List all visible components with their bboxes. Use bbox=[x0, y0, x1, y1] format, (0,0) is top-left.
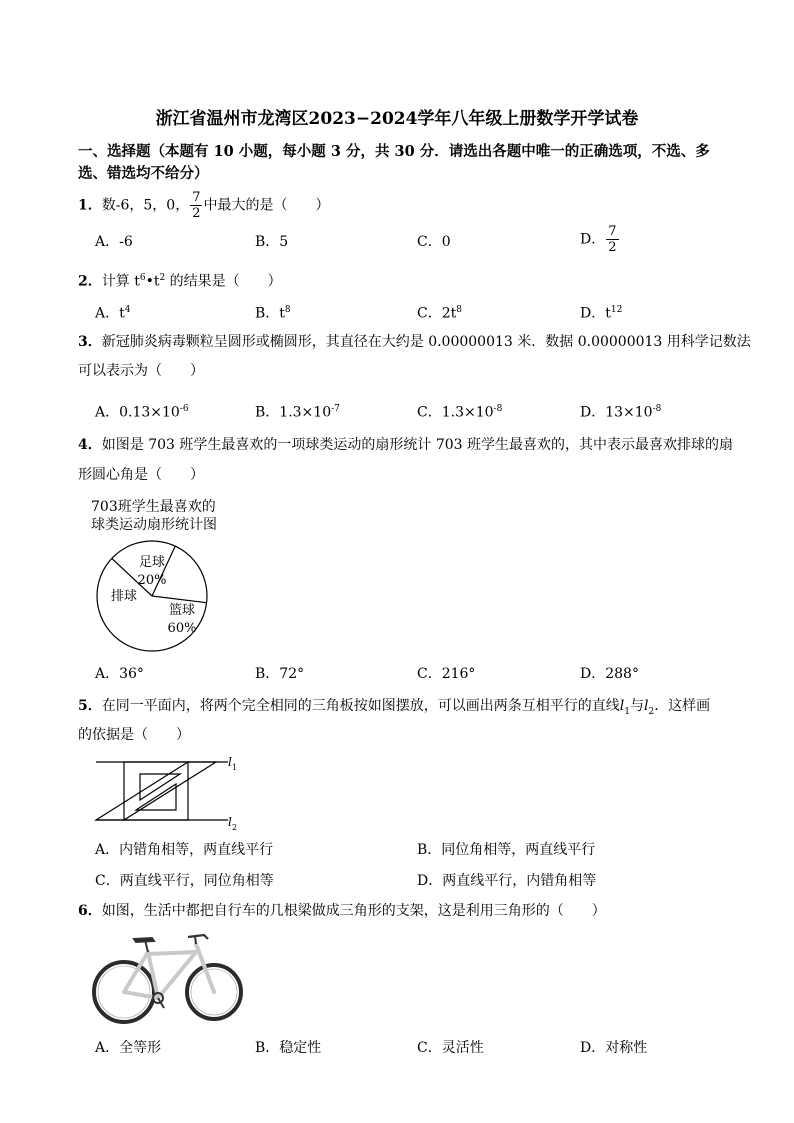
fraction-denominator: 2 bbox=[192, 206, 201, 221]
option-d[interactable] bbox=[580, 399, 661, 423]
option-c[interactable] bbox=[417, 300, 462, 324]
triangle-ruler-2-inner bbox=[136, 784, 176, 810]
fraction-denominator: 2 bbox=[608, 240, 617, 255]
question-3-line2: 可以表示为（ ） bbox=[78, 363, 204, 379]
question-number: 6． bbox=[78, 903, 102, 919]
option-label: C．1.3×10 bbox=[417, 404, 494, 421]
option-b[interactable] bbox=[255, 300, 291, 324]
pie-group bbox=[97, 541, 207, 651]
option-a[interactable]: A．36° bbox=[95, 666, 144, 682]
fraction-numerator: 7 bbox=[192, 190, 201, 205]
option-label: D．t bbox=[580, 305, 611, 322]
option-label: A．0.13×10 bbox=[95, 404, 180, 421]
subscript: 1 bbox=[624, 706, 630, 717]
option-a[interactable]: A．内错角相等，两直线平行 bbox=[95, 842, 274, 858]
pie-slice-label: 排球 bbox=[110, 589, 138, 604]
section-heading-line1: 一、选择题（本题有 10 小题，每小题 3 分，共 30 分．请选出各题中唯一的正确选项，不选、多 bbox=[78, 143, 710, 160]
option-d[interactable]: D．两直线平行，内错角相等 bbox=[417, 873, 597, 889]
triangle-ruler-1-inner bbox=[140, 774, 180, 800]
question-text-and: 与 bbox=[629, 698, 644, 714]
label-l1-sub: 1 bbox=[232, 763, 238, 772]
parallel-lines-figure bbox=[92, 754, 242, 834]
fraction bbox=[190, 190, 202, 221]
option-d[interactable]: D．288° bbox=[580, 666, 639, 682]
option-d[interactable] bbox=[580, 300, 622, 324]
question-1 bbox=[78, 190, 329, 221]
bicycle-image bbox=[92, 930, 244, 1026]
exponent: 4 bbox=[124, 305, 131, 315]
fraction-numerator: 7 bbox=[608, 224, 617, 239]
question-text-end: 中最大的是（ ） bbox=[203, 197, 330, 214]
question-number: 5． bbox=[78, 698, 102, 714]
option-b[interactable]: B．同位角相等，两直线平行 bbox=[417, 842, 596, 858]
question-number: 4． bbox=[78, 437, 102, 453]
option-b[interactable]: B．5 bbox=[255, 234, 289, 250]
question-5 bbox=[78, 696, 710, 722]
line-label-l2: l bbox=[643, 698, 649, 714]
pie-slice-value: 60% bbox=[167, 621, 197, 636]
chart-title-line1: 703班学生最喜欢的 bbox=[91, 499, 216, 515]
question-number: 2． bbox=[78, 273, 102, 290]
question-number: 3． bbox=[78, 334, 102, 350]
exponent: -7 bbox=[331, 404, 340, 414]
question-text: 在同一平面内，将两个完全相同的三角板按如图摆放，可以画出两条互相平行的直线 bbox=[101, 698, 620, 714]
question-text: 如图，生活中都把自行车的几根梁做成三角形的支架，这是利用三角形的（ ） bbox=[101, 903, 606, 919]
option-c[interactable] bbox=[417, 399, 502, 423]
option-b[interactable]: B．稳定性 bbox=[255, 1040, 322, 1056]
exponent: 12 bbox=[610, 305, 623, 315]
exponent: 6 bbox=[139, 273, 146, 283]
exponent: 8 bbox=[284, 305, 291, 315]
option-d[interactable] bbox=[580, 224, 620, 255]
question-3 bbox=[78, 332, 751, 352]
handlebar bbox=[188, 935, 208, 939]
option-label: A．t bbox=[95, 305, 125, 322]
question-text-end: 的结果是（ ） bbox=[165, 273, 282, 290]
down-tube bbox=[158, 952, 196, 998]
pie-slice-value: 20% bbox=[137, 573, 167, 588]
line-label-l1: l bbox=[619, 698, 625, 714]
label-l1: l bbox=[228, 755, 232, 769]
question-4-line2: 形圆心角是（ ） bbox=[78, 467, 204, 483]
pie-slice-label: 篮球 bbox=[168, 603, 196, 618]
label-l2-sub: 2 bbox=[232, 823, 238, 832]
chart-title-line2: 球类运动扇形统计图 bbox=[91, 517, 217, 533]
option-a[interactable]: A．全等形 bbox=[95, 1040, 162, 1056]
question-text: 计算 t bbox=[101, 273, 140, 290]
page-title: 浙江省温州市龙湾区2023−2024学年八年级上册数学开学试卷 bbox=[155, 109, 639, 129]
option-label: C．2t bbox=[417, 305, 457, 322]
option-c[interactable]: C．216° bbox=[417, 666, 476, 682]
exponent: -6 bbox=[179, 404, 189, 414]
question-2 bbox=[78, 268, 282, 292]
option-a[interactable] bbox=[95, 300, 130, 324]
option-label: B．1.3×10 bbox=[255, 404, 332, 421]
exponent: -8 bbox=[493, 404, 503, 414]
exponent: 8 bbox=[456, 305, 462, 315]
option-b[interactable] bbox=[255, 399, 340, 423]
top-tube bbox=[148, 952, 196, 954]
label-l2: l bbox=[228, 815, 232, 829]
question-text-end: ．这样画 bbox=[654, 698, 711, 714]
option-c[interactable]: C．0 bbox=[417, 234, 451, 250]
option-a[interactable] bbox=[95, 399, 189, 423]
option-c[interactable]: C．两直线平行，同位角相等 bbox=[95, 873, 274, 889]
question-4 bbox=[78, 435, 733, 455]
option-c[interactable]: C．灵活性 bbox=[417, 1040, 484, 1056]
question-text: 数-6，5，0， bbox=[101, 197, 190, 214]
option-a[interactable]: A．-6 bbox=[95, 234, 133, 250]
triangle-ruler-1 bbox=[124, 762, 216, 820]
option-d[interactable]: D．对称性 bbox=[580, 1040, 648, 1056]
question-number: 1． bbox=[78, 197, 102, 214]
exponent: -8 bbox=[652, 404, 662, 414]
pie-chart bbox=[90, 536, 220, 656]
subscript: 2 bbox=[648, 706, 655, 717]
pie-slice-label: 足球 bbox=[138, 555, 166, 570]
fraction bbox=[606, 224, 618, 255]
question-text-mid: •t bbox=[145, 273, 160, 290]
exponent: 2 bbox=[159, 273, 166, 283]
saddle bbox=[134, 938, 154, 942]
question-text: 如图是 703 班学生最喜欢的一项球类运动的扇形统计 703 班学生最喜欢的，其中表示最喜欢排球的扇 bbox=[101, 437, 733, 453]
question-5-line2: 的依据是（ ） bbox=[78, 727, 190, 743]
triangle-ruler-2 bbox=[96, 762, 188, 820]
section-heading-line2: 选、错选均不给分） bbox=[78, 165, 209, 182]
question-6 bbox=[78, 901, 606, 921]
question-text: 新冠肺炎病毒颗粒呈圆形或椭圆形，其直径在大约是 0.00000013 米．数据 0.00000013 用科学记数法 bbox=[101, 334, 751, 350]
option-label: D．13×10 bbox=[580, 404, 653, 421]
option-label: B．t bbox=[255, 305, 285, 322]
option-b[interactable]: B．72° bbox=[255, 666, 305, 682]
option-label: D． bbox=[580, 231, 606, 248]
